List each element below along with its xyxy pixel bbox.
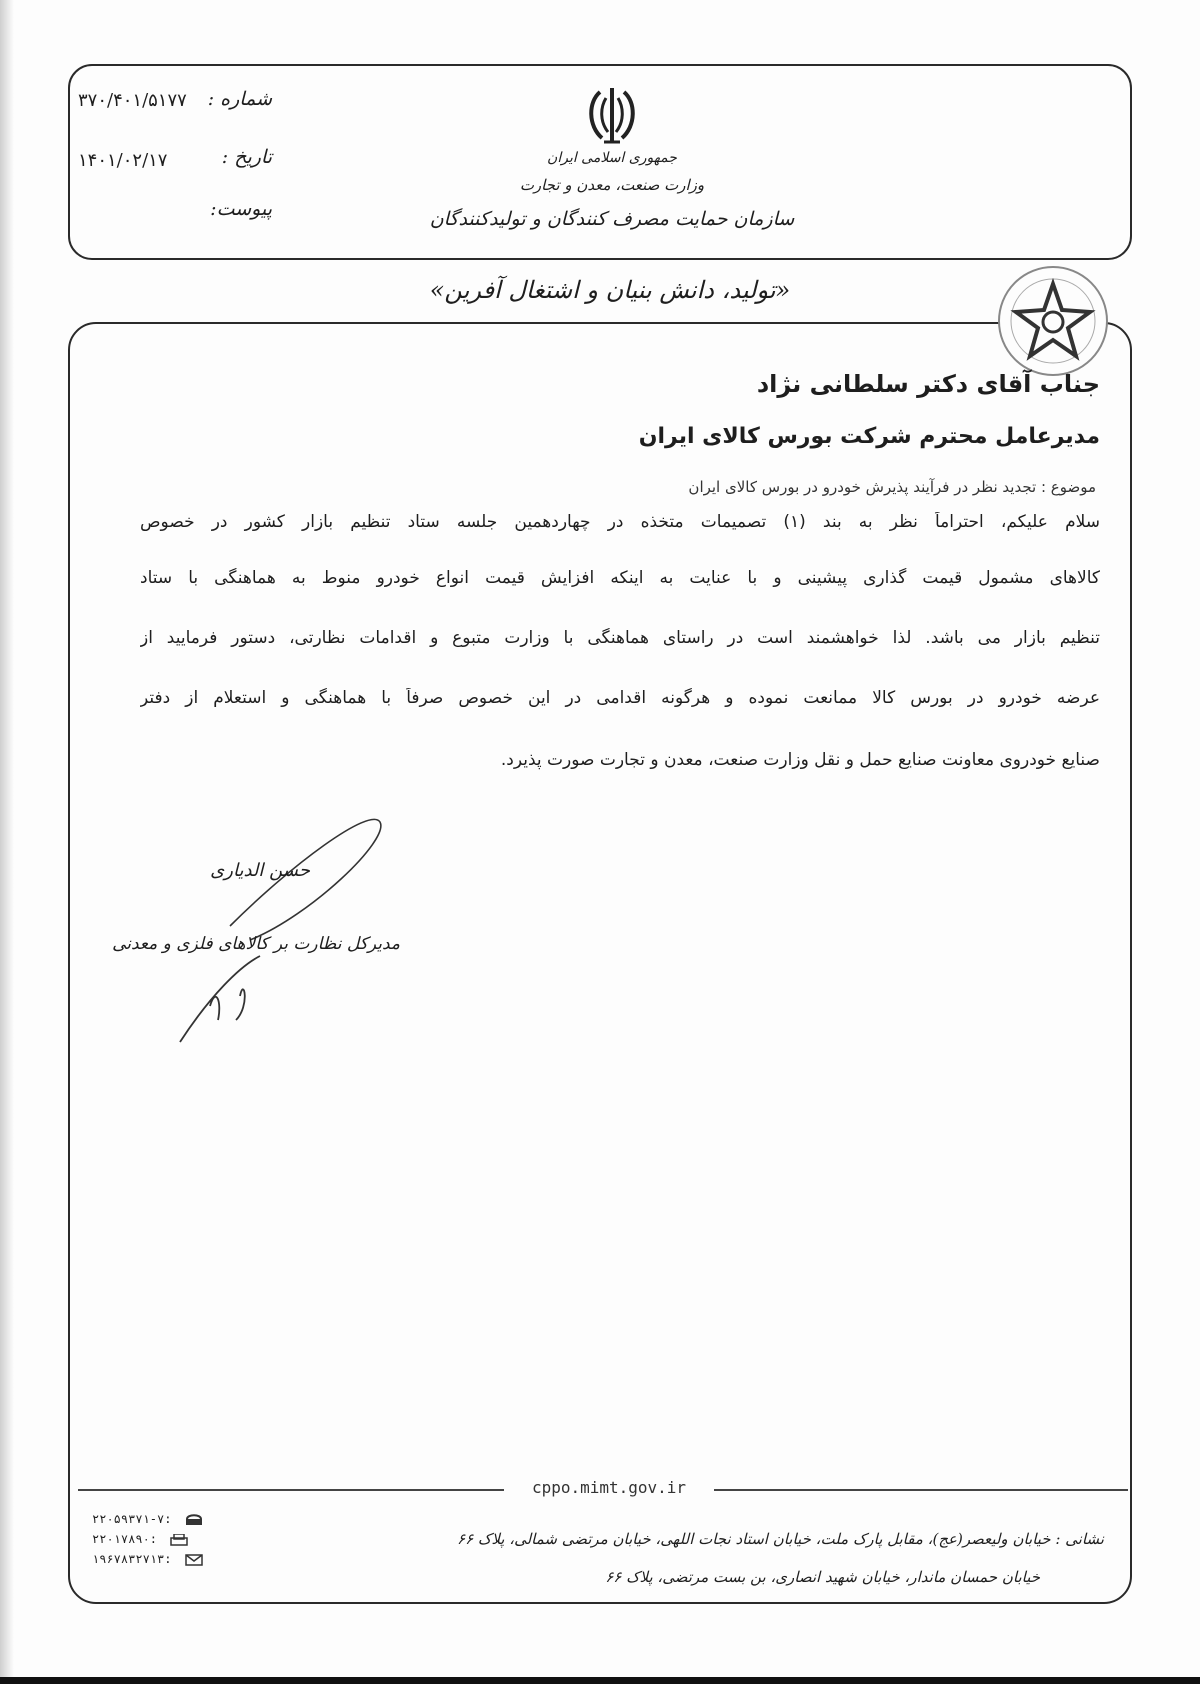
recipient-name: جناب آقای دکتر سلطانی نژاد — [756, 370, 1100, 398]
scan-bottom-edge — [0, 1677, 1200, 1684]
letter-subject: موضوع : تجدید نظر در فرآیند پذیرش خودرو در بورس کالای ایران — [688, 478, 1096, 496]
recipient-title: مدیرعامل محترم شرکت بورس کالای ایران — [638, 424, 1100, 449]
number-label: شماره : — [207, 88, 272, 110]
address-text-1: خیابان ولیعصر(عج)، مقابل پارک ملت، خیابان استاد نجات اللهی، خیابان مرتضی شمالی، پلاک ۶۶ — [457, 1530, 1051, 1548]
address-label: نشانی : — [1055, 1530, 1104, 1548]
org-line-ministry: وزارت صنعت، معدن و تجارت — [519, 176, 705, 194]
postal-code: ۱۹۶۷۸۳۲۷۱۳: — [92, 1552, 172, 1566]
fax-row — [92, 1532, 188, 1546]
address-line-2: خیابان حمسان ماندار، خیابان شهید انصاری، بن بست مرتضی، پلاک ۶۶ — [605, 1568, 1040, 1586]
signature-scribble-icon — [140, 806, 400, 1056]
address-line-1 — [457, 1530, 1104, 1548]
attachment-label: پیوست: — [210, 198, 272, 220]
fax-number: ۲۲۰۱۷۸۹۰: — [92, 1532, 158, 1546]
body-line-1: سلام علیکم، احتراماً نظر به بند (۱) تصمیمات متخذه در چهاردهمین جلسه ستاد تنظیم بازار کشور در خصوص — [140, 512, 1100, 532]
body-line-5: صنایع خودروی معاونت صنایع حمل و نقل وزارت صنعت، معدن و تجارت صورت پذیرد. — [500, 750, 1100, 770]
body-line-3: تنظیم بازار می باشد. لذا خواهشمند است در راستای هماهنگی با وزارت متبوع و اقدامات نظارتی، دستور فرمایید از — [140, 628, 1100, 648]
number-value: ۳۷۰/۴۰۱/۵۱۷۷ — [78, 90, 187, 111]
phone-number: ۲۲۰۵۹۳۷۱-۷: — [92, 1512, 172, 1526]
phone-icon — [185, 1514, 203, 1526]
postal-row — [92, 1552, 203, 1566]
body-line-2: کالاهای مشمول قیمت گذاری پیشینی و با عنایت به اینکه افزایش قیمت انواع خودرو منوط به هماهنگی با ستاد — [140, 568, 1100, 588]
date-label: تاریخ : — [221, 146, 272, 168]
phone-row — [92, 1512, 203, 1526]
org-line-organization: سازمان حمایت مصرف کنندگان و تولیدکنندگان — [429, 208, 795, 230]
signatory-title: مدیرکل نظارت بر کالاهای فلزی و معدنی — [112, 934, 400, 954]
fax-icon — [170, 1534, 188, 1546]
signature-block — [112, 806, 400, 1056]
scan-edge-shadow — [0, 0, 14, 1684]
body-line-4: عرضه خودرو در بورس کالا ممانعت نموده و هرگونه اقدامی در این خصوص صرفاً با هماهنگی و استعلام از دفتر — [140, 688, 1100, 708]
iran-emblem-icon — [582, 86, 642, 148]
mail-icon — [185, 1554, 203, 1566]
slogan: «تولید، دانش بنیان و اشتغال آفرین» — [429, 276, 791, 304]
signatory-name: حسن الدیاری — [210, 860, 310, 881]
date-value: ۱۴۰۱/۰۲/۱۷ — [78, 150, 168, 171]
organization-seal-icon — [994, 262, 1112, 380]
org-line-republic: جمهوری اسلامی ایران — [547, 150, 677, 166]
website-link[interactable]: cppo.mimt.gov.ir — [504, 1478, 714, 1497]
